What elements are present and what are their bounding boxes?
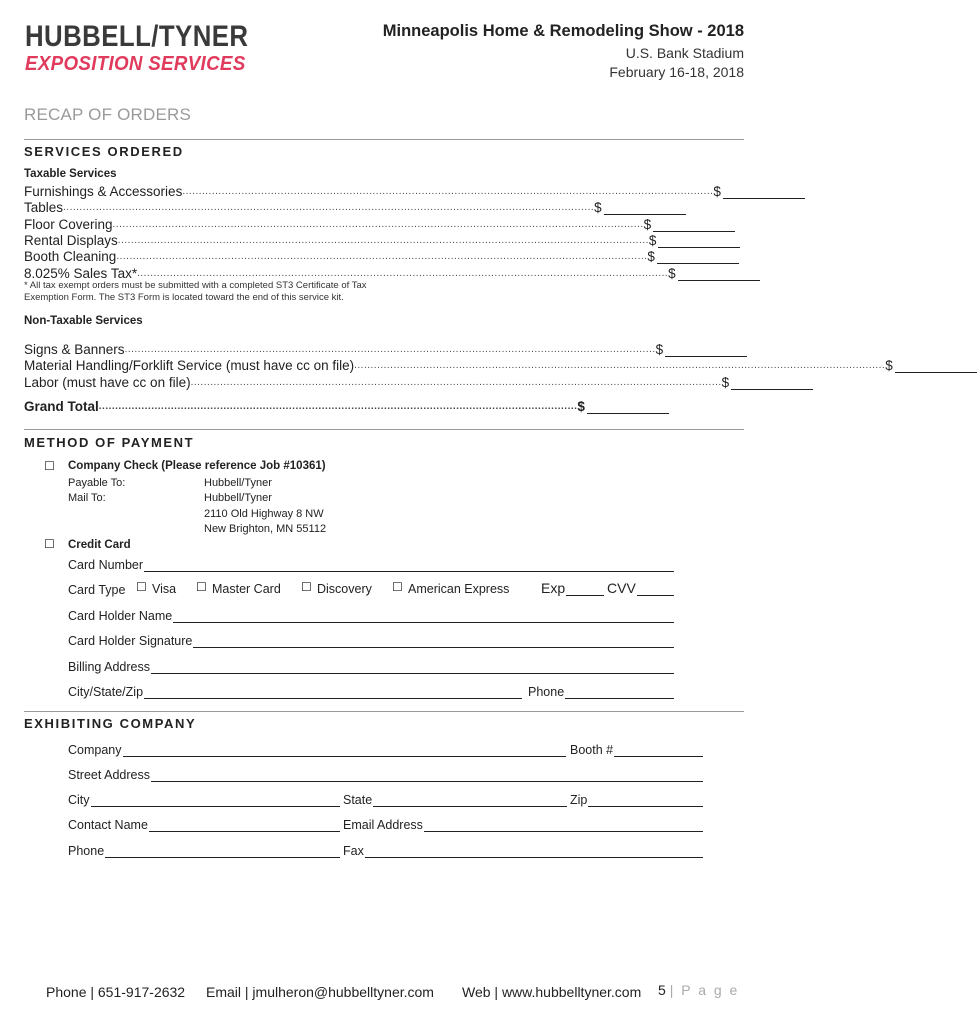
leader-dots: .................................................................................................................................................................. xyxy=(124,344,656,355)
payable-to-value: Hubbell/Tyner xyxy=(204,477,272,489)
show-venue: U.S. Bank Stadium xyxy=(625,45,744,61)
grand-total-row xyxy=(24,398,585,414)
field-label: Billing Address xyxy=(68,660,150,674)
divider xyxy=(24,429,744,430)
field-line xyxy=(173,611,674,623)
street-address-field[interactable] xyxy=(68,766,703,782)
amount-input[interactable] xyxy=(678,268,760,281)
field-line xyxy=(149,820,340,832)
divider xyxy=(24,711,744,712)
currency-symbol: $ xyxy=(668,265,676,281)
currency-symbol: $ xyxy=(655,342,664,357)
amount-input[interactable] xyxy=(723,186,805,199)
currency-symbol: $ xyxy=(643,216,652,232)
discovery-checkbox[interactable]: ☐ xyxy=(301,580,312,594)
logo-tagline: EXPOSITION SERVICES xyxy=(25,53,246,75)
service-label: Signs & Banners xyxy=(24,342,125,357)
divider xyxy=(24,139,744,140)
city-field[interactable] xyxy=(68,791,340,807)
leader-dots: .................................................................................................................................................................. xyxy=(137,267,669,279)
field-label: Email Address xyxy=(343,818,423,832)
field-label: City/State/Zip xyxy=(68,685,144,699)
service-row xyxy=(24,341,664,357)
amex-checkbox[interactable]: ☐ xyxy=(392,580,403,594)
currency-symbol: $ xyxy=(648,232,657,248)
service-label: Material Handling/Forklift Service (must have cc on file) xyxy=(24,358,355,374)
field-label: Card Type xyxy=(68,583,126,597)
service-row xyxy=(24,265,676,281)
footer-web[interactable]: Web | www.hubbelltyner.com xyxy=(462,984,642,1000)
service-row xyxy=(24,374,730,390)
field-label: City xyxy=(68,793,90,807)
zip-field[interactable] xyxy=(570,791,703,807)
currency-symbol: $ xyxy=(577,399,585,414)
amount-input[interactable] xyxy=(653,219,735,232)
amount-input[interactable] xyxy=(895,360,977,373)
tax-note-line: * All tax exempt orders must be submitted with a completed ST3 Certificate of Tax xyxy=(24,280,367,291)
field-label: CVV xyxy=(607,580,636,596)
field-label: State xyxy=(343,793,373,807)
fax-field[interactable] xyxy=(343,842,703,858)
field-line xyxy=(151,662,674,674)
field-line xyxy=(565,687,674,699)
mastercard-checkbox[interactable]: ☐ xyxy=(196,580,207,594)
taxable-heading: Taxable Services xyxy=(24,168,117,180)
footer-email: Email | jmulheron@hubbelltyner.com xyxy=(206,984,434,1000)
credit-card-label: Credit Card xyxy=(68,539,131,551)
service-label: Tables xyxy=(24,200,64,216)
nontaxable-heading: Non-Taxable Services xyxy=(24,315,143,327)
mail-to-line: 2110 Old Highway 8 NW xyxy=(204,508,324,520)
service-row xyxy=(24,248,655,265)
visa-checkbox[interactable]: ☐ xyxy=(136,580,147,594)
field-label: Zip xyxy=(570,793,588,807)
leader-dots: .................................................................................................................................................................. xyxy=(117,234,649,246)
city-state-zip-field[interactable] xyxy=(68,683,522,699)
email-field[interactable] xyxy=(343,816,703,832)
field-label: Fax xyxy=(343,844,364,858)
service-label: Floor Covering xyxy=(24,216,113,232)
payable-to-label: Payable To: xyxy=(68,477,126,489)
page-number-value: 5 xyxy=(658,982,666,998)
holder-name-field[interactable] xyxy=(68,607,674,623)
mail-to-label: Mail To: xyxy=(68,492,106,504)
leader-dots: .................................................................................................................................................................. xyxy=(182,186,714,197)
field-label: Exp xyxy=(541,580,566,596)
amount-input[interactable] xyxy=(658,235,740,248)
service-row xyxy=(24,232,657,248)
leader-dots: .................................................................................................................................................. xyxy=(98,401,578,412)
discovery-label: Discovery xyxy=(317,582,372,596)
field-label: Contact Name xyxy=(68,818,148,832)
leader-dots: .................................................................................................................................................................. xyxy=(190,376,722,388)
show-dates: February 16-18, 2018 xyxy=(609,64,744,80)
field-line xyxy=(365,846,703,858)
exhibitor-heading: EXHIBITING COMPANY xyxy=(24,716,197,731)
amount-input[interactable] xyxy=(731,377,813,390)
mail-to-line: New Brighton, MN 55112 xyxy=(204,523,327,535)
field-line xyxy=(637,584,674,596)
field-label: Street Address xyxy=(68,768,150,782)
field-line xyxy=(566,584,604,596)
grand-total-input[interactable] xyxy=(587,401,669,414)
field-line xyxy=(144,560,674,572)
currency-symbol: $ xyxy=(713,184,721,199)
state-field[interactable] xyxy=(343,791,567,807)
page-word: | P a g e xyxy=(669,982,740,998)
field-line xyxy=(588,795,703,807)
tax-note-line: Exemption Form. The ST3 Form is located toward the end of this service kit. xyxy=(24,292,344,303)
amount-input[interactable] xyxy=(604,202,686,215)
amount-input[interactable] xyxy=(657,251,739,264)
card-number-field[interactable] xyxy=(68,556,674,572)
tax-note xyxy=(24,280,367,304)
leader-dots: .................................................................................................................................................................. xyxy=(112,218,644,230)
field-label: Card Holder Name xyxy=(68,609,173,623)
service-row xyxy=(24,357,893,374)
amount-input[interactable] xyxy=(665,344,747,357)
currency-symbol: $ xyxy=(721,374,730,390)
mail-to-line: Hubbell/Tyner xyxy=(204,492,272,504)
page-title: RECAP OF ORDERS xyxy=(24,105,192,124)
field-label: Phone xyxy=(68,844,105,858)
leader-dots: .................................................................................................................................................................. xyxy=(354,360,886,372)
show-title: Minneapolis Home & Remodeling Show - 2018 xyxy=(382,22,744,40)
payment-heading: METHOD OF PAYMENT xyxy=(24,435,195,450)
field-label: Card Number xyxy=(68,558,144,572)
contact-name-field[interactable] xyxy=(68,816,340,832)
field-line xyxy=(105,846,340,858)
grand-total-label: Grand Total xyxy=(24,399,99,414)
service-row xyxy=(24,216,652,232)
field-label: Booth # xyxy=(570,743,614,757)
service-label: Rental Displays xyxy=(24,232,118,248)
field-line xyxy=(144,687,522,699)
holder-signature-field[interactable] xyxy=(68,632,674,648)
footer-phone: Phone | 651-917-2632 xyxy=(46,984,186,1000)
amex-label: American Express xyxy=(408,582,510,596)
leader-dots: .................................................................................................................................................................. xyxy=(63,202,595,214)
field-label: Company xyxy=(68,743,122,757)
field-line xyxy=(151,770,703,782)
company-check-checkbox[interactable]: ☐ xyxy=(44,459,55,473)
cvv-field[interactable] xyxy=(607,580,674,596)
services-heading: SERVICES ORDERED xyxy=(24,144,184,159)
service-label: Booth Cleaning xyxy=(24,249,117,265)
leader-dots: .................................................................................................................................................................. xyxy=(116,251,648,263)
field-line xyxy=(193,636,674,648)
exp-field[interactable] xyxy=(541,580,604,596)
company-field[interactable] xyxy=(68,741,566,757)
service-label: Furnishings & Accessories xyxy=(24,184,183,199)
credit-card-checkbox[interactable]: ☐ xyxy=(44,537,55,551)
service-row xyxy=(24,183,721,199)
visa-label: Visa xyxy=(152,582,177,596)
field-label: Card Holder Signature xyxy=(68,634,193,648)
field-line xyxy=(373,795,567,807)
currency-symbol: $ xyxy=(885,358,893,374)
currency-symbol: $ xyxy=(594,200,602,216)
field-line xyxy=(123,745,567,757)
field-label: Phone xyxy=(528,685,565,699)
company-check-label: Company Check (Please reference Job #10361) xyxy=(68,460,326,472)
field-line xyxy=(614,745,703,757)
service-label: Labor (must have cc on file) xyxy=(24,374,191,390)
service-row xyxy=(24,199,602,216)
billing-address-field[interactable] xyxy=(68,658,674,674)
mastercard-label: Master Card xyxy=(212,582,281,596)
field-line xyxy=(91,795,340,807)
service-label: 8.025% Sales Tax* xyxy=(24,265,138,281)
field-line xyxy=(424,820,703,832)
logo-wordmark: HUBBELL/TYNER xyxy=(25,20,249,53)
page-number xyxy=(658,982,739,998)
currency-symbol: $ xyxy=(647,249,655,265)
booth-field[interactable] xyxy=(570,741,703,757)
phone-field[interactable] xyxy=(68,842,340,858)
billing-phone-field[interactable] xyxy=(528,683,674,699)
